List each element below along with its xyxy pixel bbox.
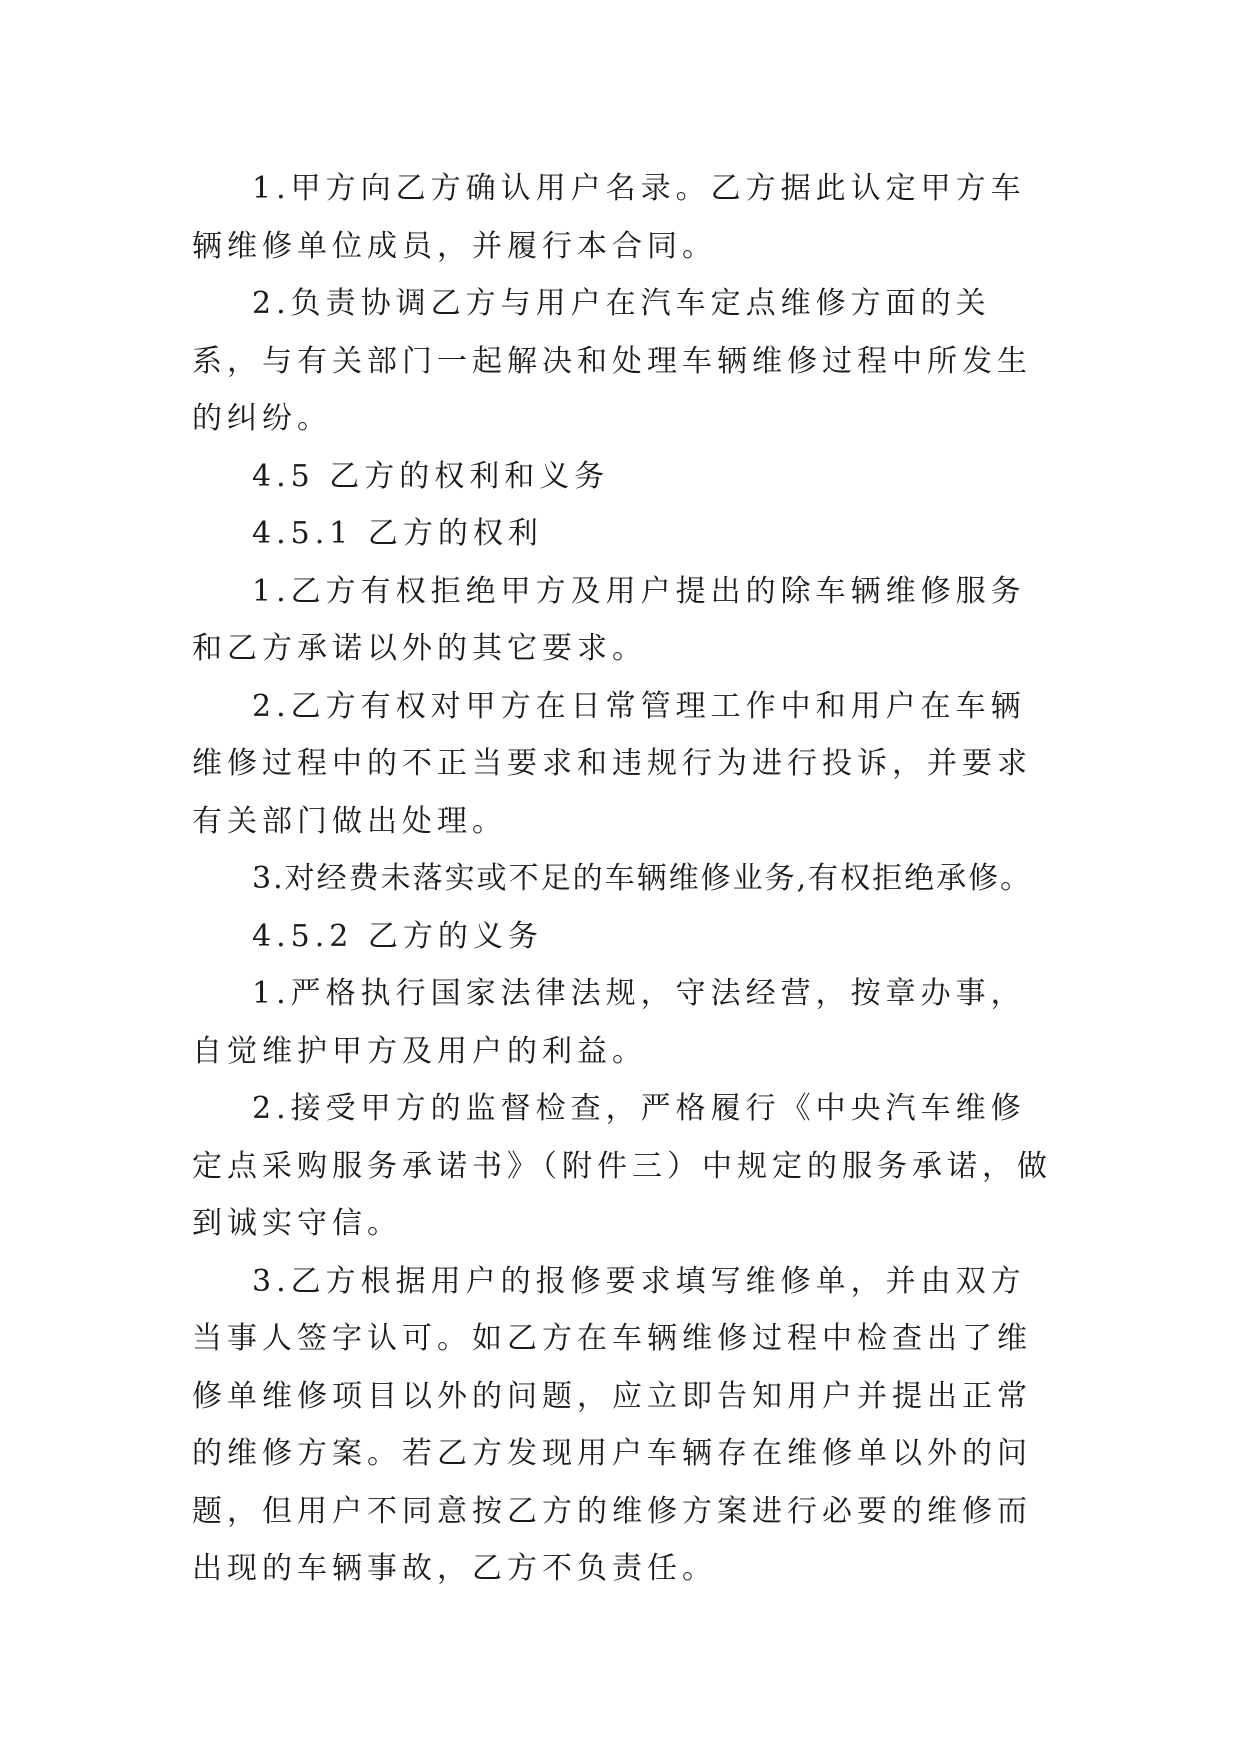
- paragraph-duty-repair-order: 3.乙方根据用户的报修要求填写维修单，并由双方当事人签字认可。如乙方在车辆维修过程中检查出了维修单维修项目以外的问题，应立即告知用户并提出正常的维修方案。若乙方发现用户车辆存在维修单以外的问题，但用户不同意按乙方的维修方案进行必要的维修而出现的车辆事故，乙方不负责任。: [192, 1263, 1032, 1586]
- paragraph-party-a-confirm-roster: 1.甲方向乙方确认用户名录。乙方据此认定甲方车辆维修单位成员，并履行本合同。: [192, 171, 1026, 264]
- paragraph-right-refuse-unfunded: 3.对经费未落实或不足的车辆维修业务,有权拒绝承修。: [252, 861, 1033, 896]
- document-body: [192, 160, 1052, 1598]
- section-heading-4-5-2: 4.5.2 乙方的义务: [252, 918, 543, 954]
- paragraph-duty-accept-supervision: 2.接受甲方的监督检查，严格履行《中央汽车维修定点采购服务承诺书》（附件三）中规定的服务承诺，做到诚实守信。: [192, 1091, 1052, 1241]
- section-heading-4-5: 4.5 乙方的权利和义务: [252, 458, 610, 494]
- paragraph-party-a-coordinate: 2.负责协调乙方与用户在汽车定点维修方面的关系，与有关部门一起解决和处理车辆维修过程中所发生的纠纷。: [192, 286, 1032, 436]
- paragraph-right-complain: 2.乙方有权对甲方在日常管理工作中和用户在车辆维修过程中的不正当要求和违规行为进行投诉，并要求有关部门做出处理。: [192, 688, 1032, 839]
- section-heading-4-5-1: 4.5.1 乙方的权利: [252, 516, 543, 551]
- paragraph-duty-comply-law: 1.严格执行国家法律法规，守法经营，按章办事，自觉维护甲方及用户的利益。: [192, 976, 1026, 1069]
- paragraph-right-refuse-requests: 1.乙方有权拒绝甲方及用户提出的除车辆维修服务和乙方承诺以外的其它要求。: [192, 573, 1026, 666]
